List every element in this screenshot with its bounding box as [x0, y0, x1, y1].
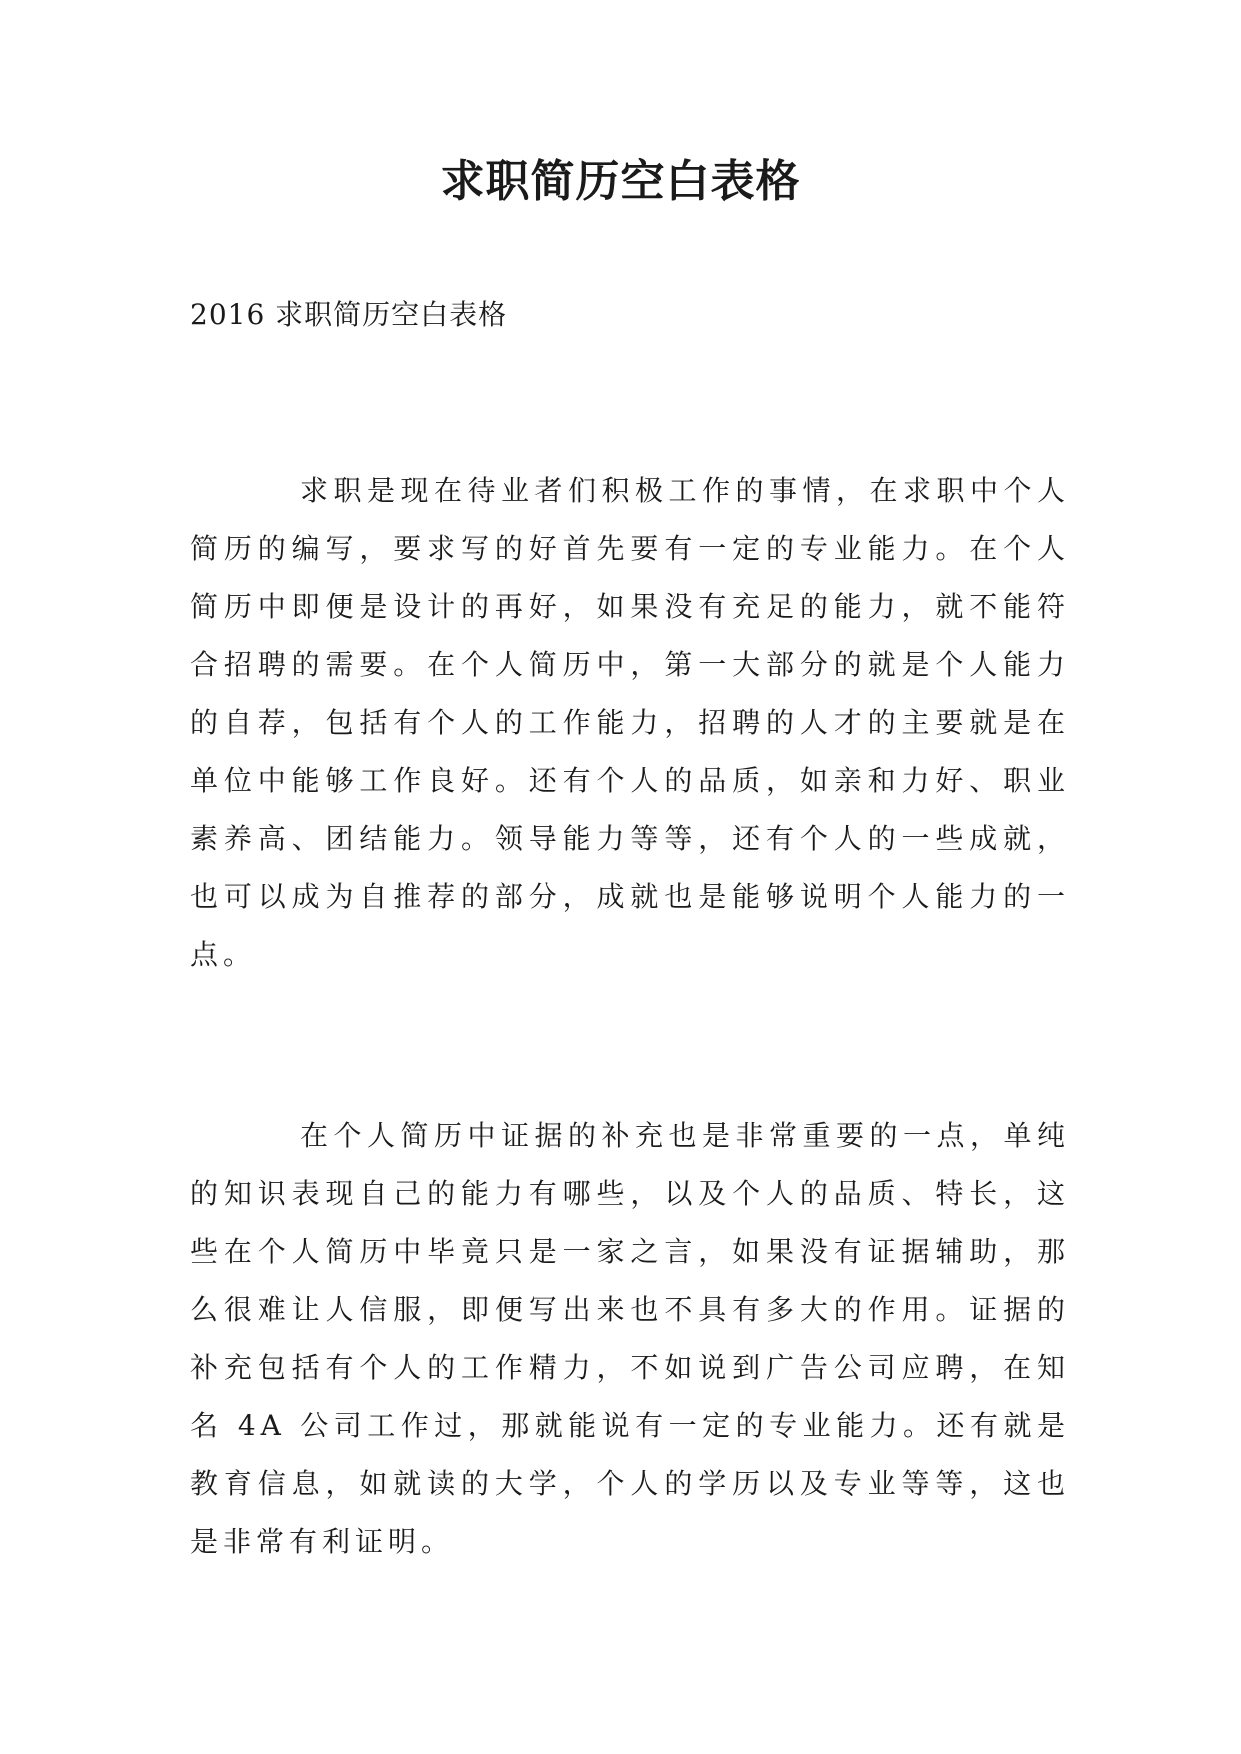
paragraph-2: 在个人简历中证据的补充也是非常重要的一点，单纯的知识表现自己的能力有哪些，以及个人的品质、特长，这些在个人简历中毕竟只是一家之言，如果没有证据辅助，那么很难让人信服，即便写出来也不具有多大的作用。证据的补充包括有个人的工作精力，不如说到广告公司应聘，在知名 4A 公司工作过，那就能说有一定的专业能力。还有就是教育信息，如就读的大学，个人的学历以及专业等等，这也是非常有利证明。 — [190, 1119, 1070, 1558]
document-title: 求职简历空白表格 — [440, 156, 801, 207]
document-subtitle: 2016 求职简历空白表格 — [190, 298, 508, 331]
paragraph-1: 求职是现在待业者们积极工作的事情，在求职中个人简历的编写，要求写的好首先要有一定的专业能力。在个人简历中即便是设计的再好，如果没有充足的能力，就不能符合招聘的需要。在个人简历中，第一大部分的就是个人能力的自荐，包括有个人的工作能力，招聘的人才的主要就是在单位中能够工作良好。还有个人的品质，如亲和力好、职业素养高、团结能力。领导能力等等，还有个人的一些成就，也可以成为自推荐的部分，成就也是能够说明个人能力的一点。 — [190, 474, 1070, 971]
